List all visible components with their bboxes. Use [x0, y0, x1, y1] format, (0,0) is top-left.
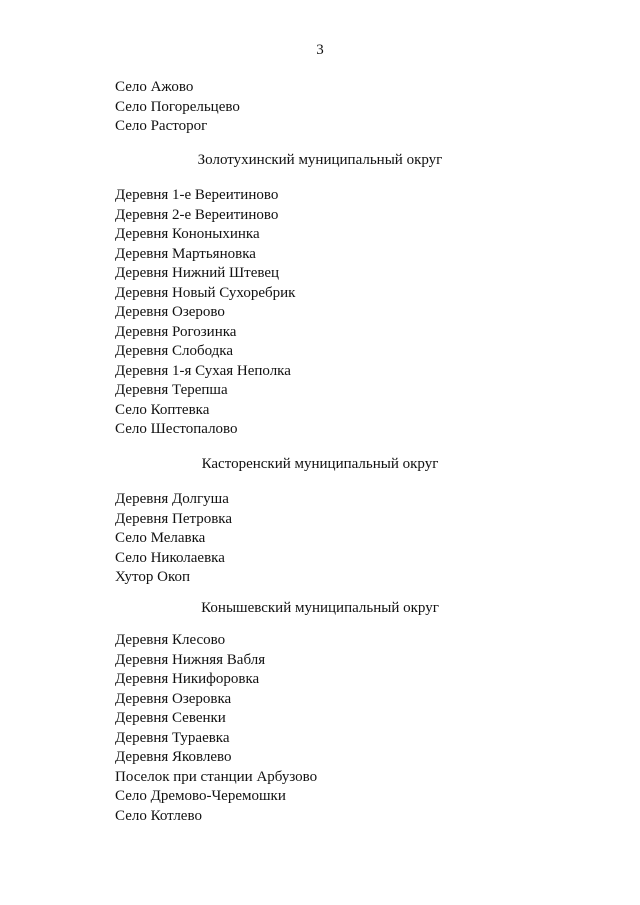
- list-item: Деревня Клесово: [115, 632, 226, 648]
- list-item: Село Дремово-Черемошки: [115, 788, 286, 804]
- section-heading: Конышевский муниципальный округ: [201, 600, 439, 616]
- section-heading: Золотухинский муниципальный округ: [197, 152, 443, 168]
- list-item: Деревня Нижняя Вабля: [115, 651, 266, 668]
- settlement-list: [115, 631, 317, 826]
- list-item: Деревня 1-я Сухая Неполка: [115, 362, 291, 379]
- list-item: Село Котлево: [115, 807, 202, 824]
- list-item: Село Николаевка: [115, 549, 225, 566]
- list-item: Деревня 2-е Вереитиново: [115, 206, 279, 223]
- settlement-list: [115, 186, 295, 440]
- list-item: Село Погорельцево: [115, 98, 240, 115]
- list-item: Хутор Окоп: [115, 569, 191, 585]
- page-number: 3: [316, 42, 324, 58]
- list-item: Деревня Севенки: [115, 710, 226, 726]
- list-item: Село Расторог: [115, 118, 208, 134]
- list-item: Деревня Слободка: [115, 343, 234, 359]
- list-item: Деревня Озерово: [115, 304, 225, 320]
- section-heading: Касторенский муниципальный округ: [201, 456, 439, 472]
- list-item: Деревня Рогозинка: [115, 323, 237, 340]
- list-item: Деревня Озеровка: [115, 690, 232, 707]
- list-item: Село Шестопалово: [115, 421, 238, 437]
- list-item: Деревня Яковлево: [115, 749, 232, 765]
- settlement-list: [115, 490, 232, 588]
- list-item: Деревня Нижний Штевец: [115, 265, 280, 281]
- list-item: Деревня Тураевка: [115, 729, 230, 746]
- list-item: Деревня Долгуша: [115, 491, 229, 507]
- list-item: Деревня Терепша: [115, 382, 228, 398]
- list-item: Село Коптевка: [115, 401, 210, 418]
- settlement-list: [115, 78, 240, 137]
- list-item: Село Ажово: [115, 79, 194, 95]
- list-item: Поселок при станции Арбузово: [115, 768, 318, 785]
- list-item: Деревня Кононыхинка: [115, 226, 260, 242]
- list-item: Деревня Никифоровка: [115, 671, 260, 687]
- list-item: Деревня Петровка: [115, 510, 233, 527]
- list-item: Деревня Новый Сухоребрик: [115, 284, 296, 301]
- list-item: Деревня Мартьяновка: [115, 245, 256, 262]
- list-item: Деревня 1-е Вереитиново: [115, 187, 279, 203]
- list-item: Село Мелавка: [115, 530, 206, 546]
